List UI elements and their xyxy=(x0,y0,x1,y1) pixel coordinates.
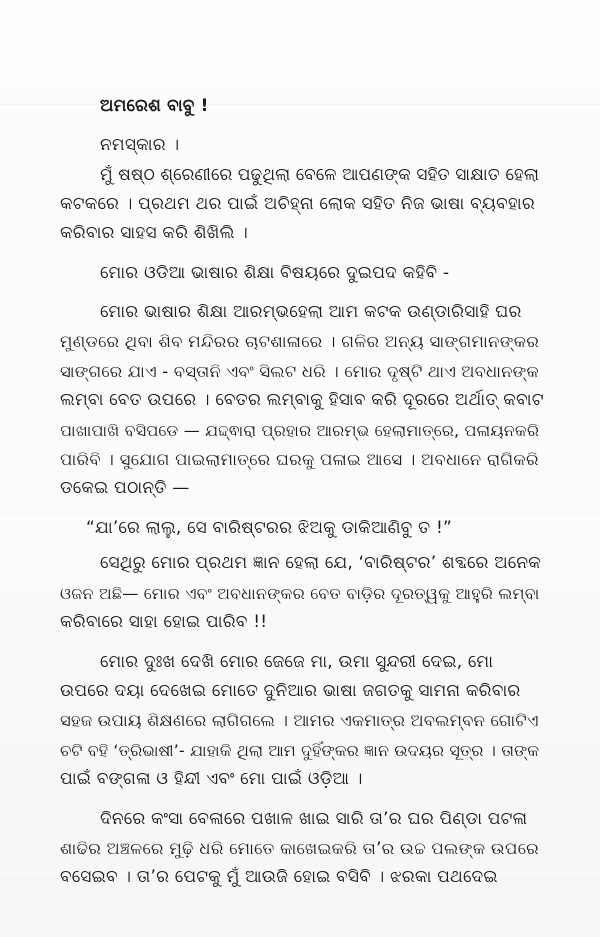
text-line: ମୁଣ୍ଡରେ ଥିବା ଶିବ ମନ୍ଦିରର ଚାଟଶାଳାରେ । ଗଳିର ଅନ୍ୟ ସାଙ୍ଗମାନଙ୍କର xyxy=(60,331,540,352)
letter-body xyxy=(60,88,544,893)
text-line: କରିବାର ସାହସ କରି ଶିଖିଲି । xyxy=(60,223,249,244)
paragraph-barrister xyxy=(60,549,544,637)
text-line: ସେଥିରୁ ମୋର ପ୍ରଥମ ଜ୍ଞାନ ହେଲା ଯେ, ‘ବାରିଷ୍ଟର’ ଶବ୍ଦରେ ଅନେକ xyxy=(100,553,541,574)
text-line: ମୋର ଭାଷାର ଶିକ୍ଷା ଆରମ୍ଭହେଲା ଆମ କଟକ ଉଣ୍ଡାରିସାହି ଘର xyxy=(100,302,522,323)
text-line: ସାଙ୍ଗରେ ଯାଏ - ବସ୍ତାନି ଏବଂ ସିଲଟ ଧରି । ମୋର ଦୃଷ୍ଟି ଥାଏ ଅବଧାନଙ୍କ xyxy=(60,361,539,381)
text-line: ଓଜନ ଅଛି— ମୋର ଏବଂ ଅବଧାନଙ୍କର ବେତ ବାଡ଼ିର ଦୂରତ୍ୱକୁ ଆହୁରି ଲମ୍ବା xyxy=(60,583,540,603)
text-line: କରିବାରେ ସାହା ହୋଇ ପାରିବ !! xyxy=(60,612,268,633)
text-line: ଚଟି ବହି ‘ତ୍ରିଭାଷୀ’- ଯାହାକି ଥିଲା ଆମ ଦୁହିଁଙ୍କର ଜ୍ଞାନ ଉଦୟର ସୂତ୍ର । ତାଙ୍କ xyxy=(60,740,540,760)
text-line: ପାଇଁ ବଙ୍ଗଳା ଓ ହିନ୍ଦୀ ଏବଂ ମୋ ପାଇଁ ଓଡ଼ିଆ । xyxy=(60,769,363,790)
text-line: ମୁଁ ଷଷ୍ଠ ଶ୍ରେଣୀରେ ପଢୁଥିଲା ବେଳେ ଆପଣଙ୍କ ସହିତ ସାକ୍ଷାତ ହେଲା xyxy=(100,164,539,185)
letter-greeting: ଅମରେଶ ବାବୁ ! xyxy=(100,96,209,116)
paragraph-afternoon xyxy=(60,805,544,893)
text-line: ପାରିବି । ସୁଯୋଗ ପାଇଲାମାତ୍ରେ ଘରକୁ ପଳାଇ ଆସେ । ଅବଧାନେ ରାଗିକରି xyxy=(60,450,539,470)
paragraph-school xyxy=(60,298,544,504)
letter-salutation: ନମସ୍କାର । xyxy=(100,135,180,155)
text-line: ଉପରେ ଦୟା ଦେଖେଇ ମୋତେ ଦୁନିଆର ଭାଷା ଜଗତକୁ ସାମନା କରିବାର xyxy=(60,680,521,701)
text-line: ମୋର ଦୁଃଖ ଦେଖି ମୋର ଜେଜେ ମା, ଉମା ସୁନ୍ଦରୀ ଦେଇ, ମୋ xyxy=(100,651,494,672)
paragraph-quote xyxy=(60,514,544,543)
text-line: ସହଜ ଉପାୟ ଶିକ୍ଷଣରେ ଲାଗିଗଲେ । ଆମର ଏକମାତ୍ର ଅବଲମ୍ବନ ଗୋଟିଏ xyxy=(60,711,539,731)
text-line: ମୋର ଓଡିଆ ଭାଷାର ଶିକ୍ଷା ବିଷୟରେ ଦୁଇପଦ କହିବି - xyxy=(100,262,450,283)
text-line: ଲମ୍ବା ବେତ ଉପରେ । ବେତର ଲମ୍ବାକୁ ହିସାବ କରି ଦୂରରେ ଅର୍ଥାତ୍ କବାଟ xyxy=(60,390,544,411)
text-line: ପାଖାପାଖି ବସିପଡେ — ଯଦ୍ଦ୍ଵାରା ପ୍ରହାର ଆରମ୍ଭ ହେଲାମାତ୍ରେ, ପଳାୟନକରି xyxy=(60,420,540,440)
text-line: ଡକେଇ ପଠାନ୍ତି — xyxy=(60,478,190,499)
paragraph-meeting xyxy=(60,160,544,248)
text-line: ଶାଢିର ଅଞ୍ଚଳରେ ମୁଢ଼ି ଧରି ମୋତେ କାଖେଇକରି ତା’ର ଉଚ୍ଚ ପଲଙ୍କ ଉପରେ xyxy=(60,837,539,858)
paragraph-grandmother xyxy=(60,648,544,795)
text-line: ବସେଇବ । ତା’ର ପେଟକୁ ମୁଁ ଆଉଜି ହୋଇ ବସିବି । ଝରକା ପଥଦେଇ xyxy=(60,867,498,888)
text-line: ଦିନରେ କଂସା ବେଳାରେ ପଖାଳ ଖାଇ ସାରି ତା’ର ଘର ପିଣ୍ଡା ପଟଳା xyxy=(100,808,528,829)
text-line: କଟକରେ । ପ୍ରଥମ ଥର ପାଇଁ ଅଚିହ୍ନା ଲୋକ ସହିତ ନିଜ ଭାଷା ବ୍ୟବହାର xyxy=(60,193,535,214)
paragraph-intro xyxy=(60,259,544,288)
quote-line: “ଯା’ରେ ଲାଲୁ, ସେ ବାରିଷ୍ଟରର ଝିଅକୁ ଡାକିଆଣିବୁ ତ !” xyxy=(86,517,452,538)
